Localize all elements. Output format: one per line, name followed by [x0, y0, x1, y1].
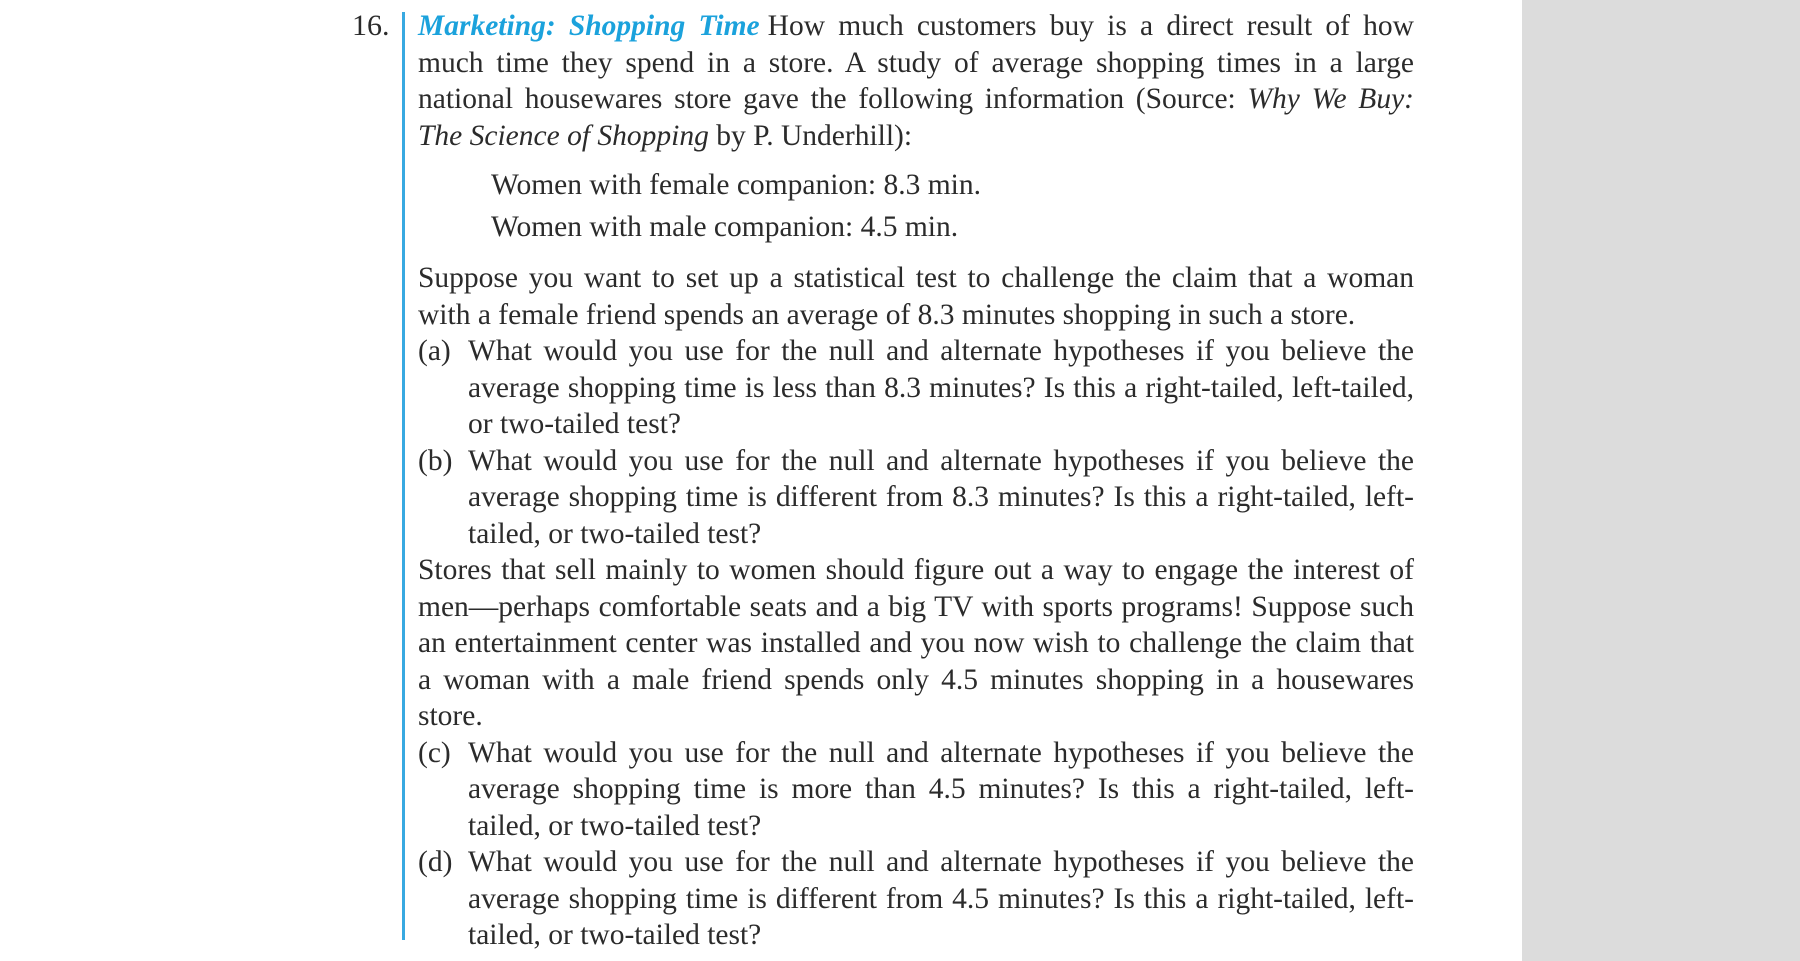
problem-number: 16. [352, 9, 390, 42]
problem-accent-rule [402, 12, 405, 940]
intro-text: How much customers buy is a direct result of how much time they spend in a store. A study of average shopping times in a large national housewares store gave the following information (Source: [418, 10, 1414, 115]
item-text: What would you use for the null and alternate hypotheses if you believe the average shopping time is different from 8.3 minutes? Is this a right-tailed, left-tailed, or two-tailed test? [468, 444, 1414, 550]
question-item-a [418, 333, 1414, 443]
item-text: What would you use for the null and alternate hypotheses if you believe the average shopping time is less than 8.3 minutes? Is this a right-tailed, left-tailed, or two-tailed test? [468, 335, 1414, 440]
question-item-c [418, 735, 1414, 845]
intro-paragraph [418, 8, 1414, 154]
paragraph-1: Suppose you want to set up a statistical test to challenge the claim that a woman with a female friend spends an average of 8.3 minutes shopping in such a store. [418, 262, 1414, 331]
data-line-male: Women with male companion: 4.5 min. [491, 211, 959, 243]
problem-title: Marketing: Shopping Time [418, 10, 760, 42]
item-label: (a) [418, 335, 451, 367]
paragraph-2: Stores that sell mainly to women should figure out a way to engage the interest of men—perhaps comfortable seats and a big TV with sports programs! Suppose such an entertainment center was installed and you now wish to challenge the claim that a woman with a male friend spends only 4.5 minutes shopping in a housewares store. [418, 554, 1414, 732]
item-label: (d) [418, 846, 453, 878]
item-label: (b) [418, 444, 453, 477]
item-text: What would you use for the null and alternate hypotheses if you believe the average shopping time is more than 4.5 minutes? Is this a right-tailed, left-tailed, or two-tailed test? [468, 736, 1414, 842]
source-title: Why We Buy: The Science of Shopping [418, 83, 1414, 152]
data-line-female: Women with female companion: 8.3 min. [491, 169, 982, 201]
question-item-d [418, 844, 1414, 954]
question-item-b [418, 443, 1414, 553]
viewer-gutter [1522, 0, 1800, 961]
item-text: What would you use for the null and alternate hypotheses if you believe the average shopping time is different from 4.5 minutes? Is this a right-tailed, left-tailed, or two-tailed test? [468, 846, 1414, 951]
item-label: (c) [418, 736, 451, 769]
problem-content [418, 8, 1414, 954]
data-list [491, 164, 1414, 248]
source-tail: by P. Underhill): [708, 119, 913, 152]
